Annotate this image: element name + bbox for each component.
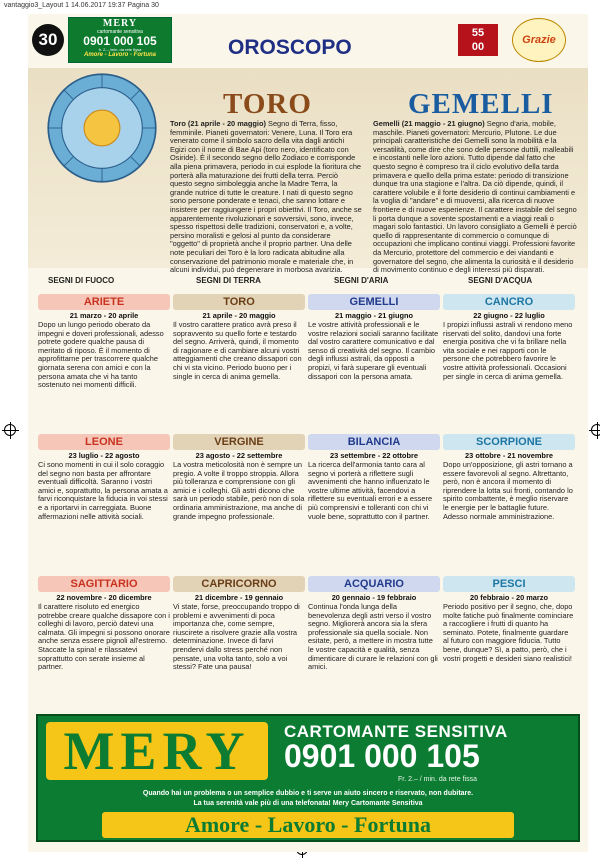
toro-heading: Toro (21 aprile - 20 maggio) (170, 119, 269, 128)
sign-text: Periodo positivo per il segno, che, dopo molte fatiche può finalmente cominciare a raccogliere i frutti di quanto ha seminato. Potete, finalmente guardare al futuro con maggiore fiducia. Tutto bene, dunque? Sì, a patto, però, che i vostri progetti e desideri siano realistici! (443, 602, 574, 663)
sign-text: Continua l'onda lunga della benevolenza degli astri verso il vostro segno. Migliorerà ancora sia la sfera professionale sia quella sociale. Non esitate, però, a mettere in mostra tutte le vostre capacità e qualità, senza dimenticare di curare le relazioni con gli amici. (308, 602, 438, 672)
sign-name: SCORPIONE (443, 434, 575, 450)
sign-name: PESCI (443, 576, 575, 592)
grazie-logo: Grazie (512, 18, 566, 62)
sign-name: CAPRICORNO (173, 576, 305, 592)
ad-subtitle: CARTOMANTE SENSITIVA (284, 722, 508, 741)
sign-text: Dopo un lungo periodo oberato da impegni e doveri professionali, adesso potrete godere qualche pausa di meritato di riposo. È il momento di approfittarne per trascorrere qualche giornata serena con amici e con la persona amata che vi ha tanto sostenuto nei momenti difficili. (38, 320, 164, 390)
sign-text: Ci sono momenti in cui il solo coraggio del segno non basta per affrontare eventuali difficoltà. Saranno i vostri amici e, soprattutto, la persona amata a farvi riconquistare la fiducia in voi stessi e a riportarvi in carreggiata. Buone affermazioni nelle attività sociali. (38, 460, 168, 521)
sign-text: Il vostro carattere pratico avrà preso il sopravvento su quello forte e testardo del segno. Arriverà, quindi, il momento di ragionare e di cambiare alcuni vostri atteggiamenti che creano dissapori con chi vi sta vicino. Periodo buono per i single in cerca di anima gemella. (173, 320, 302, 381)
gemelli-heading: Gemelli (21 maggio - 21 giugno) (373, 119, 487, 128)
sign-name: ACQUARIO (308, 576, 440, 592)
header-mery-ad (68, 17, 172, 63)
sign-dates: 23 luglio - 22 agosto (68, 451, 140, 460)
sign-dates: 23 ottobre - 21 novembre (465, 451, 553, 460)
registration-mark-icon (4, 424, 16, 436)
print-slug: vantaggio3_Layout 1 14.06.2017 19:37 Pagina 30 (4, 2, 159, 9)
sign-text: I propizi influssi astrali vi rendono meno riservati del solito, dandovi una forte energia positiva che vi fa brillare nella vita sociale e nei rapporti con le persone che potrebbero favorire le vostre attività professionali. Occasioni per single in cerca di anima gemella. (443, 320, 573, 381)
ad-mery-logo: MERY (46, 722, 268, 780)
sign-name: SAGITTARIO (38, 576, 170, 592)
sign-cancro (443, 294, 575, 381)
header-mery-fee: fr. 2.– /min. da rete fissa (98, 47, 142, 52)
page-header (28, 14, 588, 66)
header-mery-tagline: Amore - Lavoro - Fortuna (83, 52, 156, 58)
gemelli-title: GEMELLI (408, 88, 554, 120)
sign-dates: 21 marzo - 20 aprile (69, 311, 139, 320)
sign-gemelli (308, 294, 440, 381)
sign-dates: 20 febbraio - 20 marzo (469, 593, 549, 602)
mery-advertisement (36, 714, 580, 842)
sign-toro (173, 294, 305, 381)
sign-text: La vostra meticolosità non è sempre un pregio. A volte il troppo stroppia. Allora più tolleranza e comprensione con gli amici e i colleghi. Gli astri dicono che sarà un periodo stabile, però non di sola ordinaria amministrazione, ma anche di grande impegno professionale. (173, 460, 305, 521)
page-title: OROSCOPO (228, 36, 352, 59)
sign-name: GEMELLI (308, 294, 440, 310)
toro-text: Segno di Terra, fisso, femminile. Pianeti governatori: Venere, Luna. Il Toro era venerato come il simbolo sacro della vita dagli antichi Egizi con il nome di Bae Api (toro nero, identificato con Osiride). È il secondo segno dello Zodiaco e corrisponde alla piena primavera, periodo in cui esplode la fioritura che porterà alla maturazione dei frutti della terra. Perciò questo segno simboleggia anche la Madre Terra, la grande nutrice di tutte le creature. I nati di questo segno sono persone ponderate e tenaci, che sanno lottare e insistere per raggiungere i propri obiettivi. Il Toro, anche se apparentemente rivoluzionari e sovversivi, sono, invece, spesso rispettosi delle tradizioni, conservatori e, a volte, persino moralisti e gelosi al punto da considerare "oggetto" di proprietà anche il proprio partner. Una delle note peculiari dei Toro è la loro radicata abitudine alla conservazione del patrimonio morale e materiale che, in alcuni individui, può degenerare in morbosa avarizia. (170, 119, 362, 275)
sign-text: Dopo un'opposizione, gli astri tornano a essere favorevoli al segno. Altrettanto, però, non è ancora il momento di riprendere la lotta sui fronti, contando lo spirito combattente, è meglio riservare le energie per le battaglie future. Adesso normale amministrazione. (443, 460, 573, 521)
sign-leone (38, 434, 170, 521)
header-mery-phone: 0901 000 105 (83, 34, 157, 48)
page-number: 30 (32, 24, 64, 56)
gemelli-description (373, 120, 578, 275)
sign-dates: 21 maggio - 21 giugno (334, 311, 414, 320)
ad-description-line2: La tua serenità vale più di una telefonata! Mery Cartomante Sensitiva (193, 800, 423, 807)
sign-dates: 23 agosto - 22 settembre (195, 451, 283, 460)
ad-phone-number: 0901 000 105 (284, 738, 480, 774)
sign-bilancia (308, 434, 440, 521)
ad-fee: Fr. 2.– / min. da rete fissa (398, 776, 477, 783)
sign-name: BILANCIA (308, 434, 440, 450)
sign-scorpione (443, 434, 575, 521)
element-headers (28, 270, 588, 290)
ad-tagline: Amore - Lavoro - Fortuna (102, 812, 514, 838)
element-earth: SEGNI DI TERRA (196, 276, 261, 285)
sign-name: CANCRO (443, 294, 575, 310)
magazine-page (28, 14, 588, 852)
club-logo-bottom: 00 (471, 41, 485, 53)
club-logo (458, 24, 498, 56)
sign-dates: 20 gennaio - 19 febbraio (331, 593, 417, 602)
sign-name: VERGINE (173, 434, 305, 450)
header-mery-name: MERY (102, 18, 138, 29)
gemelli-text: Segno d'aria, mobile, maschile. Pianeti governatori: Mercurio, Plutone. Le due principali caratteristiche dei Gemelli sono la mobilità e la versatilità, come dire che sono delle persone duttili, malleabili e incostanti nelle loro azioni. Tutto dipende dal fatto che questo segno è compreso tra il ciclo evolutivo della tarda primavera e quello della prima estate: periodo di transizione dunque tra una stagione e l'altra. Da ciò dipende, quindi, il carattere volubile e il forte desiderio di continui cambiamenti e la voglia di "andare" e di muoversi, alla ricerca di nuove frontiere e di nuove esperienze. Il carattere instabile del segno li porta dunque a sovente spostamenti e a viaggi reali o magari solo fantastici. Un lavoro consigliato a Gemelli è perciò quello di rappresentante di commercio o comunque di occupazioni che implicano continui viaggi. Professioni favorite da Mercurio, protettore del commercio e dei viandanti e governatore del segno, che alimenta la curiosità e il desiderio di movimento continuo e degli interessi più disparati. (373, 119, 577, 275)
sign-name: LEONE (38, 434, 170, 450)
element-fire: SEGNI DI FUOCO (48, 276, 115, 285)
sign-text: Il carattere risoluto ed energico potrebbe creare qualche dissapore con i colleghi di lavoro, perciò datevi una calmata. Gli impegni si possono onorare anche senza essere pignoli all'estremo. Staccate la spina! e rilassatevi soprattutto con serate insieme al partner. (38, 602, 170, 672)
sign-text: La ricerca dell'armonia tanto cara al segno vi porterà a riflettere sugli avvenimenti che hanno influenzato le vostre ultime attività, facendovi a riflettere su eventuali errori e a essere più comprensivi e tolleranti con chi vi vuole bene, soprattutto con il partner. (308, 460, 433, 521)
sign-dates: 21 dicembre - 19 gennaio (194, 593, 284, 602)
sign-sagittario (38, 576, 170, 672)
sign-dates: 22 giugno - 22 luglio (473, 311, 545, 320)
header-mery-subtitle: cartomante sensitiva (97, 29, 143, 35)
sign-dates: 22 novembre - 20 dicembre (56, 593, 152, 602)
sign-pesci (443, 576, 575, 663)
sign-dates: 21 aprile - 20 maggio (202, 311, 276, 320)
toro-title: TORO (223, 88, 312, 120)
sign-text: Le vostre attività professionali e le vostre relazioni sociali saranno facilitate dal vostro carattere comunicativo e dal senso di creatività del segno. Il cambio degli influssi astrali, da opposti a propizi, vi farà superare gli eventuali dissapori con la persona amata. (308, 320, 439, 381)
sign-name: TORO (173, 294, 305, 310)
element-water: SEGNI D'ACQUA (468, 276, 533, 285)
sign-text: Vi state, forse, preoccupando troppo di problemi e avvenimenti di poca importanza che, come sempre, riuscirete a risolvere grazie alla vostra determinazione. Invece di farvi prendervi dallo stress perché non pensate, una volta tanto, solo a voi stessi? Fate una pausa! (173, 602, 300, 672)
element-air: SEGNI D'ARIA (334, 276, 389, 285)
zodiac-wheel-icon (46, 72, 158, 184)
club-logo-top: 55 (471, 27, 485, 39)
sign-ariete (38, 294, 170, 390)
sign-name: ARIETE (38, 294, 170, 310)
sign-capricorno (173, 576, 305, 672)
registration-mark-icon (591, 424, 600, 436)
sign-acquario (308, 576, 440, 672)
toro-description (170, 120, 362, 275)
sign-dates: 23 settembre - 22 ottobre (330, 451, 418, 460)
ad-description-line1: Quando hai un problema o un semplice dubbio e ti serve un aiuto sincero e riservato, non dubitare. (142, 790, 474, 797)
sign-vergine (173, 434, 305, 521)
